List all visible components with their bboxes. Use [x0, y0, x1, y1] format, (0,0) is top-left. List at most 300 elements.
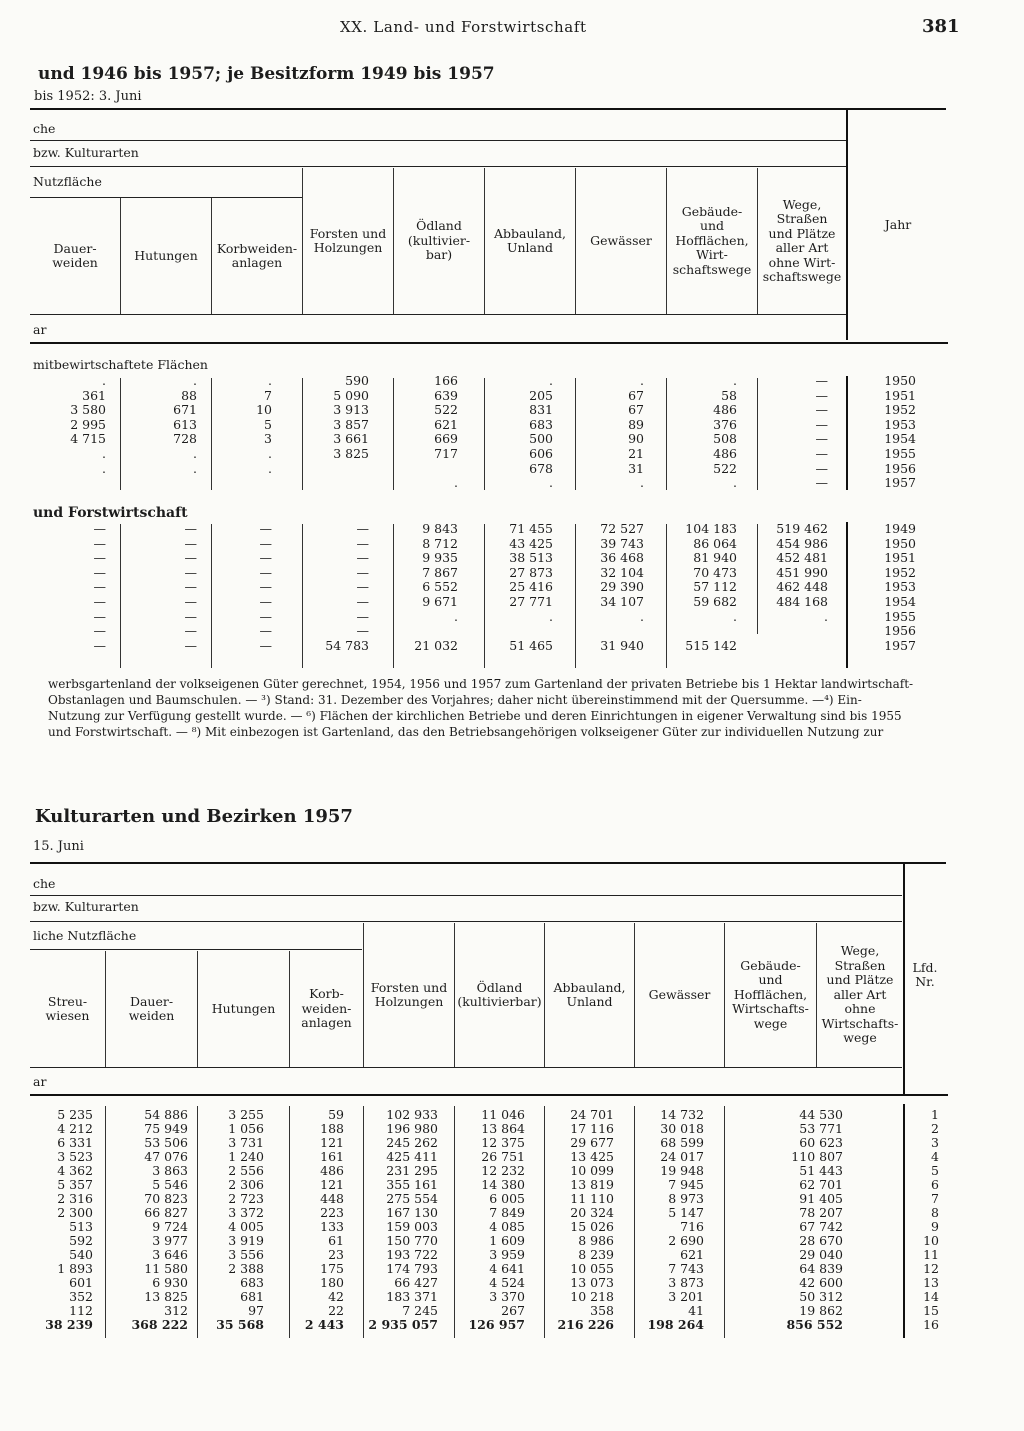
section2-row-cell: — — [259, 637, 272, 653]
table2-row-cell: 78 207 — [799, 1205, 843, 1220]
section1-row-cell: 67 — [628, 387, 644, 403]
table2-row-cell: 11 — [923, 1247, 939, 1262]
table2-row-cell: 51 443 — [799, 1163, 843, 1178]
table2-row-cell: 60 623 — [799, 1135, 843, 1150]
section2-row-cell: 71 455 — [509, 521, 553, 536]
table2-row-cell: 97 — [248, 1303, 264, 1318]
section2-row-cell: 1954 — [884, 594, 916, 609]
section2-row-cell: 1953 — [884, 579, 916, 595]
section2-row-cell: 1950 — [884, 535, 916, 551]
footnote-line: werbsgartenland der volkseigenen Güter gerechnet, 1954, 1956 und 1957 zum Gartenland der privaten Betriebe bis 1 Hektar landwirtschaft- — [48, 677, 914, 691]
table1-head-row3: Nutzfläche — [33, 174, 102, 189]
table2-row-cell: 3 523 — [57, 1149, 93, 1164]
rule — [30, 140, 846, 141]
section2-row-cell: . — [454, 608, 458, 624]
running-header: XX. Land- und Forstwirtschaft — [340, 18, 587, 36]
table2-row-cell: 245 262 — [386, 1135, 438, 1150]
section2-row-cell: — — [259, 521, 272, 536]
section2-row-cell: 38 513 — [509, 550, 553, 566]
table2-row-cell: 7 849 — [489, 1205, 525, 1220]
table2-row-cell: 3 — [931, 1135, 939, 1150]
section2-row-cell: — — [259, 608, 272, 624]
section1-row-cell: 3 — [264, 431, 272, 447]
section2-row-cell: — — [259, 623, 272, 639]
table2-row-cell: 50 312 — [799, 1289, 843, 1304]
section1-row-cell: 522 — [713, 460, 737, 476]
table2-row-cell: 198 264 — [647, 1317, 704, 1332]
section2-row-cell: 32 104 — [600, 564, 644, 580]
table1-subtitle: bis 1952: 3. Juni — [34, 89, 142, 104]
section2-row-cell: 54 783 — [325, 637, 369, 653]
table2-top-rule — [30, 862, 946, 864]
section1-row-cell: 1953 — [884, 416, 916, 432]
section2-row-cell: 452 481 — [776, 550, 828, 566]
table1-head-row2: bzw. Kulturarten — [33, 145, 139, 160]
section2-row-cell: 39 743 — [600, 535, 644, 551]
section1-row-cell: 7 — [264, 387, 272, 403]
section2-row-cell: — — [184, 550, 197, 566]
section1-row-cell: . — [733, 475, 737, 491]
section1-row-cell: 728 — [173, 431, 197, 447]
table2-row-cell: 54 886 — [144, 1107, 188, 1122]
section1-row-cell: 2 995 — [70, 416, 106, 432]
page-number: 381 — [922, 16, 960, 37]
col-head-lfd-nr: Lfd. Nr. — [912, 959, 938, 989]
section1-row-cell: — — [815, 373, 828, 388]
col-head-wege: Wege, Straßen und Plätze aller Art ohne Wirtschafts- wege — [821, 943, 899, 1046]
col-head-oedland: Ödland (kultivierbar) — [457, 979, 542, 1009]
footnote-line: und Forstwirtschaft. — ⁸) Mit einbezogen ist Gartenland, das den Betriebsangehörigen volkseigener Güter zur individuellen Nutzung zur — [48, 725, 884, 739]
table2-row-cell: 30 018 — [660, 1121, 704, 1136]
table2-row-cell: 12 375 — [481, 1135, 525, 1150]
table2-row-cell: 70 823 — [144, 1191, 188, 1206]
table2-row-cell: 1 240 — [228, 1149, 264, 1164]
section1-row-cell: . — [102, 373, 106, 388]
table2-row-cell: 41 — [688, 1303, 704, 1318]
table2-row-cell: 23 — [328, 1247, 344, 1262]
section1-row-cell: 21 — [628, 446, 644, 461]
table2-row-cell: 68 599 — [660, 1135, 704, 1150]
section1-row-cell: 3 580 — [70, 402, 106, 418]
table2-row-cell: 29 677 — [570, 1135, 614, 1150]
section1-row-cell: 4 715 — [70, 431, 106, 447]
table2-row-cell: 5 235 — [57, 1107, 93, 1122]
table2-row-cell: 13 819 — [570, 1177, 614, 1192]
section2-row-cell: — — [356, 535, 369, 551]
table2-row-cell: 6 — [931, 1177, 939, 1192]
table2-row-cell: 7 945 — [668, 1177, 704, 1192]
section2-row-cell: — — [184, 521, 197, 536]
section1-row-cell: 621 — [434, 416, 458, 432]
table2-row-cell: 2 300 — [57, 1205, 93, 1220]
table2-row-cell: 592 — [69, 1233, 93, 1248]
table2-row-cell: 13 864 — [481, 1121, 525, 1136]
table2-row-cell: 683 — [240, 1275, 264, 1290]
table2-row-cell: 10 218 — [570, 1289, 614, 1304]
table2-row-cell: 59 — [328, 1107, 344, 1122]
section2-row-cell: 9 843 — [422, 521, 458, 536]
section1-row-cell: . — [549, 475, 553, 491]
table2-row-cell: 15 — [923, 1303, 939, 1318]
table2-row-cell: 9 724 — [152, 1219, 188, 1234]
table2-row-cell: 13 825 — [144, 1289, 188, 1304]
table2-row-cell: 42 — [328, 1289, 344, 1304]
table2-row-cell: 196 980 — [386, 1121, 438, 1136]
section1-row-cell: . — [454, 475, 458, 491]
section2-row-cell: — — [93, 535, 106, 551]
table2-row-cell: 183 371 — [386, 1289, 438, 1304]
section1-row-cell: 508 — [713, 431, 737, 447]
table2-row-cell: 7 245 — [402, 1303, 438, 1318]
table2-row-cell: 8 239 — [578, 1247, 614, 1262]
table2-row-cell: 28 670 — [799, 1233, 843, 1248]
section2-row-cell: — — [184, 637, 197, 653]
section2-row-cell: 1955 — [884, 608, 916, 624]
col-head-oedland: Ödland (kultivier- bar) — [407, 218, 471, 263]
col-head-gewaesser: Gewässer — [590, 232, 652, 248]
section2-row-cell: 104 183 — [685, 521, 737, 536]
section2-row-cell: — — [93, 637, 106, 653]
table2-row-cell: 26 751 — [481, 1149, 525, 1164]
table2-row-cell: 716 — [680, 1219, 704, 1234]
table2-row-cell: 621 — [680, 1247, 704, 1262]
section1-row-cell: 3 857 — [333, 416, 369, 432]
section2-row-cell: — — [184, 623, 197, 639]
table2-unit-row: ar — [33, 1074, 47, 1089]
section1-row-cell: 31 — [628, 460, 644, 476]
table2-row-cell: 2 306 — [228, 1177, 264, 1192]
section2-row-cell: — — [259, 550, 272, 566]
section2-row-cell: — — [184, 535, 197, 551]
section1-row-cell: . — [268, 373, 272, 388]
col-head-streuwiesen: Streu- wiesen — [45, 993, 90, 1023]
table2-row-cell: 2 — [931, 1121, 939, 1136]
table2-row-cell: 167 130 — [386, 1205, 438, 1220]
section2-row-cell: . — [824, 608, 828, 624]
table2-row-cell: 2 935 057 — [368, 1317, 438, 1332]
table2-row-cell: 47 076 — [144, 1149, 188, 1164]
table2-row-cell: 5 546 — [152, 1177, 188, 1192]
jahr-divider — [846, 376, 848, 490]
table2-row-cell: 6 005 — [489, 1191, 525, 1206]
section2-row-cell: 36 468 — [600, 550, 644, 566]
table2-row-cell: 188 — [320, 1121, 344, 1136]
section1-row-cell: . — [102, 460, 106, 476]
table2-row-cell: 12 — [923, 1261, 939, 1276]
section2-row-cell: — — [93, 564, 106, 580]
table2-row-cell: 2 723 — [228, 1191, 264, 1206]
section1-row-cell: 678 — [529, 460, 553, 476]
section2-row-cell: 34 107 — [600, 594, 644, 609]
table2-row-cell: 11 046 — [481, 1107, 525, 1122]
section2-row-cell: 59 682 — [693, 594, 737, 609]
table2-row-cell: 42 600 — [799, 1275, 843, 1290]
table2-row-cell: 44 530 — [799, 1107, 843, 1122]
rule — [30, 197, 302, 198]
table2-row-cell: 121 — [320, 1177, 344, 1192]
col-head-dauerweiden: Dauer- weiden — [128, 993, 175, 1023]
table2-row-cell: 216 226 — [557, 1317, 614, 1332]
table2-row-cell: 540 — [69, 1247, 93, 1262]
section2-row-cell: — — [93, 579, 106, 595]
section2-row-cell: — — [356, 594, 369, 609]
section1-row-cell: 1952 — [884, 402, 916, 418]
section1-row-cell: 1950 — [884, 373, 916, 388]
table2-row-cell: 2 316 — [57, 1191, 93, 1206]
table2-row-cell: 6 331 — [57, 1135, 93, 1150]
section2-row-cell: — — [259, 579, 272, 595]
section2-row-cell: 8 712 — [422, 535, 458, 551]
table2-row-cell: 12 232 — [481, 1163, 525, 1178]
table2-row-cell: 19 948 — [660, 1163, 704, 1178]
table2-row-cell: 13 425 — [570, 1149, 614, 1164]
section2-label: und Forstwirtschaft — [33, 505, 188, 521]
col-head-korbweiden: Korbweiden- anlagen — [216, 240, 298, 270]
section1-row-cell: 669 — [434, 431, 458, 447]
table2-row-cell: 66 427 — [394, 1275, 438, 1290]
section1-row-cell: — — [815, 431, 828, 447]
section2-row-cell: 9 671 — [422, 594, 458, 609]
table2-row-cell: 10 — [923, 1233, 939, 1248]
col-head-hutungen: Hutungen — [211, 1000, 276, 1016]
section1-row-cell: 500 — [529, 431, 553, 447]
section1-row-cell: . — [549, 373, 553, 388]
section1-row-cell: 486 — [713, 446, 737, 461]
table2-row-cell: 14 — [923, 1289, 939, 1304]
table2-row-cell: 4 524 — [489, 1275, 525, 1290]
section2-row-cell: — — [356, 608, 369, 624]
section1-row-cell: — — [815, 446, 828, 461]
section1-row-cell: 639 — [434, 387, 458, 403]
table2-row-cell: 223 — [320, 1205, 344, 1220]
col-head-abbauland: Abbauland, Unland — [553, 979, 626, 1009]
table2-row-cell: 1 893 — [57, 1261, 93, 1276]
table2-row-cell: 3 919 — [228, 1233, 264, 1248]
section1-row-cell: . — [733, 373, 737, 388]
footnote-line: Obstanlagen und Baumschulen. — ³) Stand: 31. Dezember des Vorjahres; daher nicht übereinstimmend mit der Quersumme. —⁴) Ein- — [48, 693, 862, 707]
section2-row-cell: 21 032 — [414, 637, 458, 653]
section2-row-cell: — — [93, 594, 106, 609]
table2-head-row3: liche Nutzfläche — [33, 928, 137, 943]
section2-row-cell: — — [184, 579, 197, 595]
table2-row-cell: 133 — [320, 1219, 344, 1234]
section2-row-cell: 27 873 — [509, 564, 553, 580]
section2-row-cell: 51 465 — [509, 637, 553, 653]
table1-unit-row: ar — [33, 322, 47, 337]
section2-row-cell: — — [93, 550, 106, 566]
table1-top-rule — [30, 108, 946, 110]
section1-row-cell: 1954 — [884, 431, 916, 447]
section1-row-cell: . — [640, 475, 644, 491]
jahr-divider — [846, 522, 848, 668]
section2-row-cell: — — [93, 608, 106, 624]
section2-row-cell: — — [93, 623, 106, 639]
table2-row-cell: 126 957 — [468, 1317, 525, 1332]
table2-row-cell: 2 388 — [228, 1261, 264, 1276]
table2-row-cell: 193 722 — [386, 1247, 438, 1262]
col-head-gebaeude: Gebäude- und Hofflächen, Wirt- schaftswege — [672, 203, 752, 277]
table2-row-cell: 448 — [320, 1191, 344, 1206]
section1-row-cell: 5 — [264, 416, 272, 432]
section2-row-cell: 1956 — [884, 623, 916, 639]
section2-row-cell: — — [184, 608, 197, 624]
table2-row-cell: 1 056 — [228, 1121, 264, 1136]
section2-row-cell: 57 112 — [693, 579, 737, 595]
table2-row-cell: 16 — [923, 1317, 939, 1332]
section1-row-cell: — — [815, 460, 828, 476]
table2-row-cell: 13 073 — [570, 1275, 614, 1290]
section2-row-cell: 1957 — [884, 637, 916, 653]
col-head-forsten: Forsten und Holzungen — [370, 979, 448, 1009]
section1-row-cell: 3 825 — [333, 446, 369, 461]
section1-row-cell: 671 — [173, 402, 197, 418]
table2-row-cell: 174 793 — [386, 1261, 438, 1276]
table2-row-cell: 53 771 — [799, 1121, 843, 1136]
section2-row-cell: . — [640, 608, 644, 624]
table2-row-cell: 7 — [931, 1191, 939, 1206]
section1-label: mitbewirtschaftete Flächen — [33, 357, 208, 372]
table2-row-cell: 112 — [69, 1303, 93, 1318]
section2-row-cell: 27 771 — [509, 594, 553, 609]
table2-row-cell: 358 — [590, 1303, 614, 1318]
table2-row-cell: 35 568 — [216, 1317, 264, 1332]
table2-row-cell: 3 873 — [668, 1275, 704, 1290]
table2-row-cell: 3 201 — [668, 1289, 704, 1304]
section2-row-cell: 7 867 — [422, 564, 458, 580]
table2-row-cell: 4 085 — [489, 1219, 525, 1234]
table2-row-cell: 4 212 — [57, 1121, 93, 1136]
table2-row-cell: 352 — [69, 1289, 93, 1304]
section2-row-cell: — — [184, 564, 197, 580]
table2-row-cell: 64 839 — [799, 1261, 843, 1276]
section1-row-cell: 522 — [434, 402, 458, 418]
section2-row-cell: 519 462 — [776, 521, 828, 536]
table2-row-cell: 11 110 — [570, 1191, 614, 1206]
table2-row-cell: 75 949 — [144, 1121, 188, 1136]
table2-row-cell: 4 005 — [228, 1219, 264, 1234]
section2-row-cell: — — [259, 564, 272, 580]
col-head-gebaeude: Gebäude- und Hofflächen, Wirtschafts- wege — [732, 957, 809, 1031]
section1-row-cell: 90 — [628, 431, 644, 447]
table2-row-cell: 10 055 — [570, 1261, 614, 1276]
section2-row-cell: 25 416 — [509, 579, 553, 595]
section2-row-cell: — — [259, 535, 272, 551]
section2-row-cell: — — [356, 550, 369, 566]
table2-row-cell: 4 — [931, 1149, 939, 1164]
section2-row-cell: 1949 — [884, 521, 916, 536]
section2-row-cell: — — [184, 594, 197, 609]
section2-row-cell: 29 390 — [600, 579, 644, 595]
table1-head-bottom-rule — [30, 342, 948, 344]
table2-row-cell: 4 362 — [57, 1163, 93, 1178]
section1-row-cell: . — [102, 446, 106, 461]
table2-row-cell: 66 827 — [144, 1205, 188, 1220]
section1-row-cell: . — [193, 446, 197, 461]
table2-row-cell: 9 — [931, 1219, 939, 1234]
table2-row-cell: 312 — [164, 1303, 188, 1318]
table2-row-cell: 355 161 — [386, 1177, 438, 1192]
section2-row-cell: 1951 — [884, 550, 916, 566]
section1-row-cell: 5 090 — [333, 387, 369, 403]
section1-row-cell: 717 — [434, 446, 458, 461]
section2-row-cell: — — [93, 521, 106, 536]
table2-row-cell: 681 — [240, 1289, 264, 1304]
table2-row-cell: 91 405 — [799, 1191, 843, 1206]
table2-row-cell: 3 372 — [228, 1205, 264, 1220]
table2-subtitle: 15. Juni — [33, 839, 84, 854]
rule — [30, 921, 902, 922]
table2-row-cell: 5 357 — [57, 1177, 93, 1192]
section1-row-cell: 89 — [628, 416, 644, 432]
table2-row-cell: 19 862 — [799, 1303, 843, 1318]
section2-row-cell: . — [733, 608, 737, 624]
table2-row-cell: 10 099 — [570, 1163, 614, 1178]
table2-row-cell: 17 116 — [570, 1121, 614, 1136]
section2-row-cell: 31 940 — [600, 637, 644, 653]
table2-row-cell: 13 — [923, 1275, 939, 1290]
table2-row-cell: 6 930 — [152, 1275, 188, 1290]
section1-row-cell: 1951 — [884, 387, 916, 403]
section2-row-cell: — — [356, 564, 369, 580]
table2-title: Kulturarten und Bezirken 1957 — [35, 806, 353, 827]
col-head-wege: Wege, Straßen und Plätze aller Art ohne Wirt- schaftswege — [762, 196, 842, 284]
table2-head-row1: che — [33, 876, 56, 891]
section2-row-cell: 86 064 — [693, 535, 737, 551]
section1-row-cell: — — [815, 475, 828, 491]
rule — [30, 949, 362, 950]
table2-row-cell: 275 554 — [386, 1191, 438, 1206]
section1-row-cell: 3 661 — [333, 431, 369, 447]
section1-row-cell: — — [815, 387, 828, 403]
table2-row-cell: 53 506 — [144, 1135, 188, 1150]
table2-row-cell: 4 641 — [489, 1261, 525, 1276]
col-head-korbweiden: Korb- weiden- anlagen — [301, 986, 352, 1031]
section1-row-cell: 590 — [345, 373, 369, 388]
table2-row-cell: 3 977 — [152, 1233, 188, 1248]
table2-row-cell: 5 — [931, 1163, 939, 1178]
table2-row-cell: 601 — [69, 1275, 93, 1290]
table2-row-cell: 20 324 — [570, 1205, 614, 1220]
table2-row-cell: 3 731 — [228, 1135, 264, 1150]
col-head-forsten: Forsten und Holzungen — [309, 225, 387, 255]
section1-row-cell: 88 — [181, 387, 197, 403]
table2-row-cell: 62 701 — [799, 1177, 843, 1192]
table2-row-cell: 24 701 — [570, 1107, 614, 1122]
section1-row-cell: 831 — [529, 402, 553, 418]
table2-row-cell: 425 411 — [386, 1149, 438, 1164]
section1-row-cell: 1957 — [884, 475, 916, 491]
section2-row-cell: 1952 — [884, 564, 916, 580]
col-head-abbauland: Abbauland, Unland — [493, 225, 566, 255]
table2-row-cell: 14 732 — [660, 1107, 704, 1122]
table2-row-cell: 486 — [320, 1163, 344, 1178]
table2-row-cell: 1 609 — [489, 1233, 525, 1248]
table2-row-cell: 267 — [501, 1303, 525, 1318]
table2-row-cell: 3 863 — [152, 1163, 188, 1178]
section2-row-cell: 43 425 — [509, 535, 553, 551]
section1-row-cell: . — [268, 460, 272, 476]
section1-row-cell: 376 — [713, 416, 737, 432]
section1-row-cell: 3 913 — [333, 402, 369, 418]
table2-row-cell: 22 — [328, 1303, 344, 1318]
table2-row-cell: 368 222 — [131, 1317, 188, 1332]
table2-row-cell: 3 646 — [152, 1247, 188, 1262]
section1-row-cell: . — [193, 373, 197, 388]
table2-row-cell: 513 — [69, 1219, 93, 1234]
table2-row-cell: 159 003 — [386, 1219, 438, 1234]
section2-row-cell: — — [259, 594, 272, 609]
table2-row-cell: 121 — [320, 1135, 344, 1150]
